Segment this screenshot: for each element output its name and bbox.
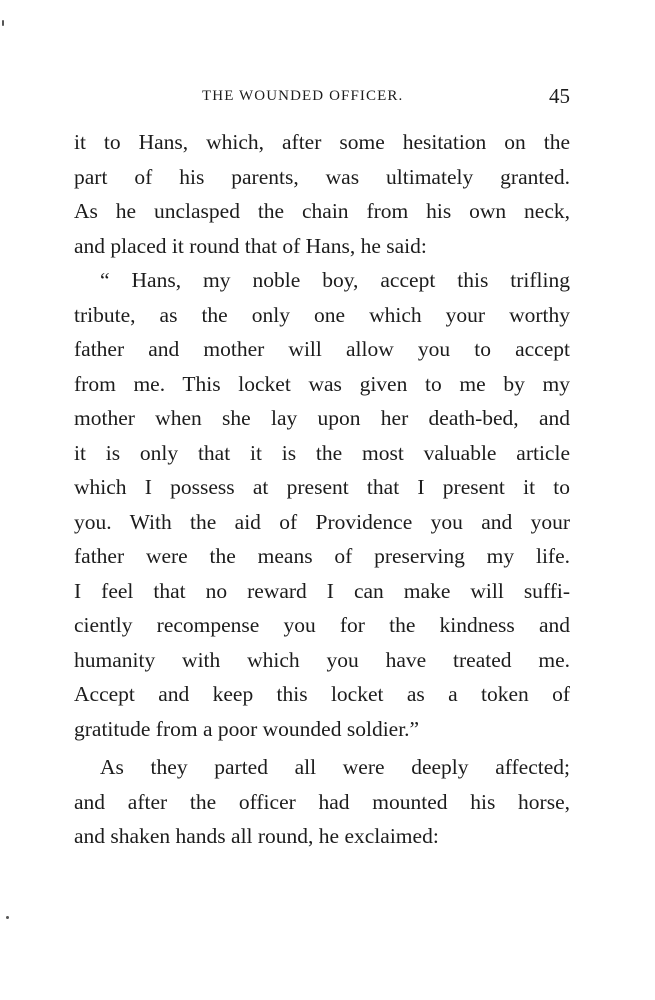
text-line: As they parted all were deeply affected; (100, 755, 570, 779)
scan-speck (2, 20, 4, 26)
text-line: and after the officer had mounted his horse, (74, 789, 570, 814)
text-line: I feel that no reward I can make will suffi- (74, 578, 570, 603)
running-head (74, 84, 570, 108)
text-line: Accept and keep this locket as a token of (74, 682, 570, 706)
text-line: part of his parents, was ultimately granted. (74, 164, 570, 189)
text-line: you. With the aid of Providence you and your (74, 509, 570, 534)
text-line: and shaken hands all round, he exclaimed: (74, 824, 439, 848)
text-line: and placed it round that of Hans, he said: (74, 233, 427, 258)
text-line: which I possess at present that I present it to (74, 475, 570, 499)
text-line: ciently recompense you for the kindness and (74, 613, 570, 637)
paragraph-1 (74, 125, 570, 263)
page-number: 45 (549, 84, 570, 108)
paragraph-2 (74, 263, 570, 746)
text-line: tribute, as the only one which your worthy (74, 302, 570, 327)
text-line: it is only that it is the most valuable article (74, 440, 570, 465)
paragraph-3 (74, 750, 570, 854)
text-line: As he unclasped the chain from his own neck, (74, 199, 570, 223)
text-line: father and mother will allow you to accept (74, 337, 570, 361)
text-line: mother when she lay upon her death-bed, and (74, 406, 570, 430)
running-title: THE WOUNDED OFFICER. (202, 88, 404, 104)
text-line: from me. This locket was given to me by my (74, 371, 570, 396)
body-text (74, 125, 570, 854)
scan-speck (6, 916, 9, 919)
text-line: it to Hans, which, after some hesitation on the (74, 130, 570, 154)
text-line: father were the means of preserving my life. (74, 544, 570, 568)
text-line: “ Hans, my noble boy, accept this trifling (100, 268, 570, 292)
text-line: gratitude from a poor wounded soldier.” (74, 716, 420, 741)
text-line: humanity with which you have treated me. (74, 647, 570, 672)
